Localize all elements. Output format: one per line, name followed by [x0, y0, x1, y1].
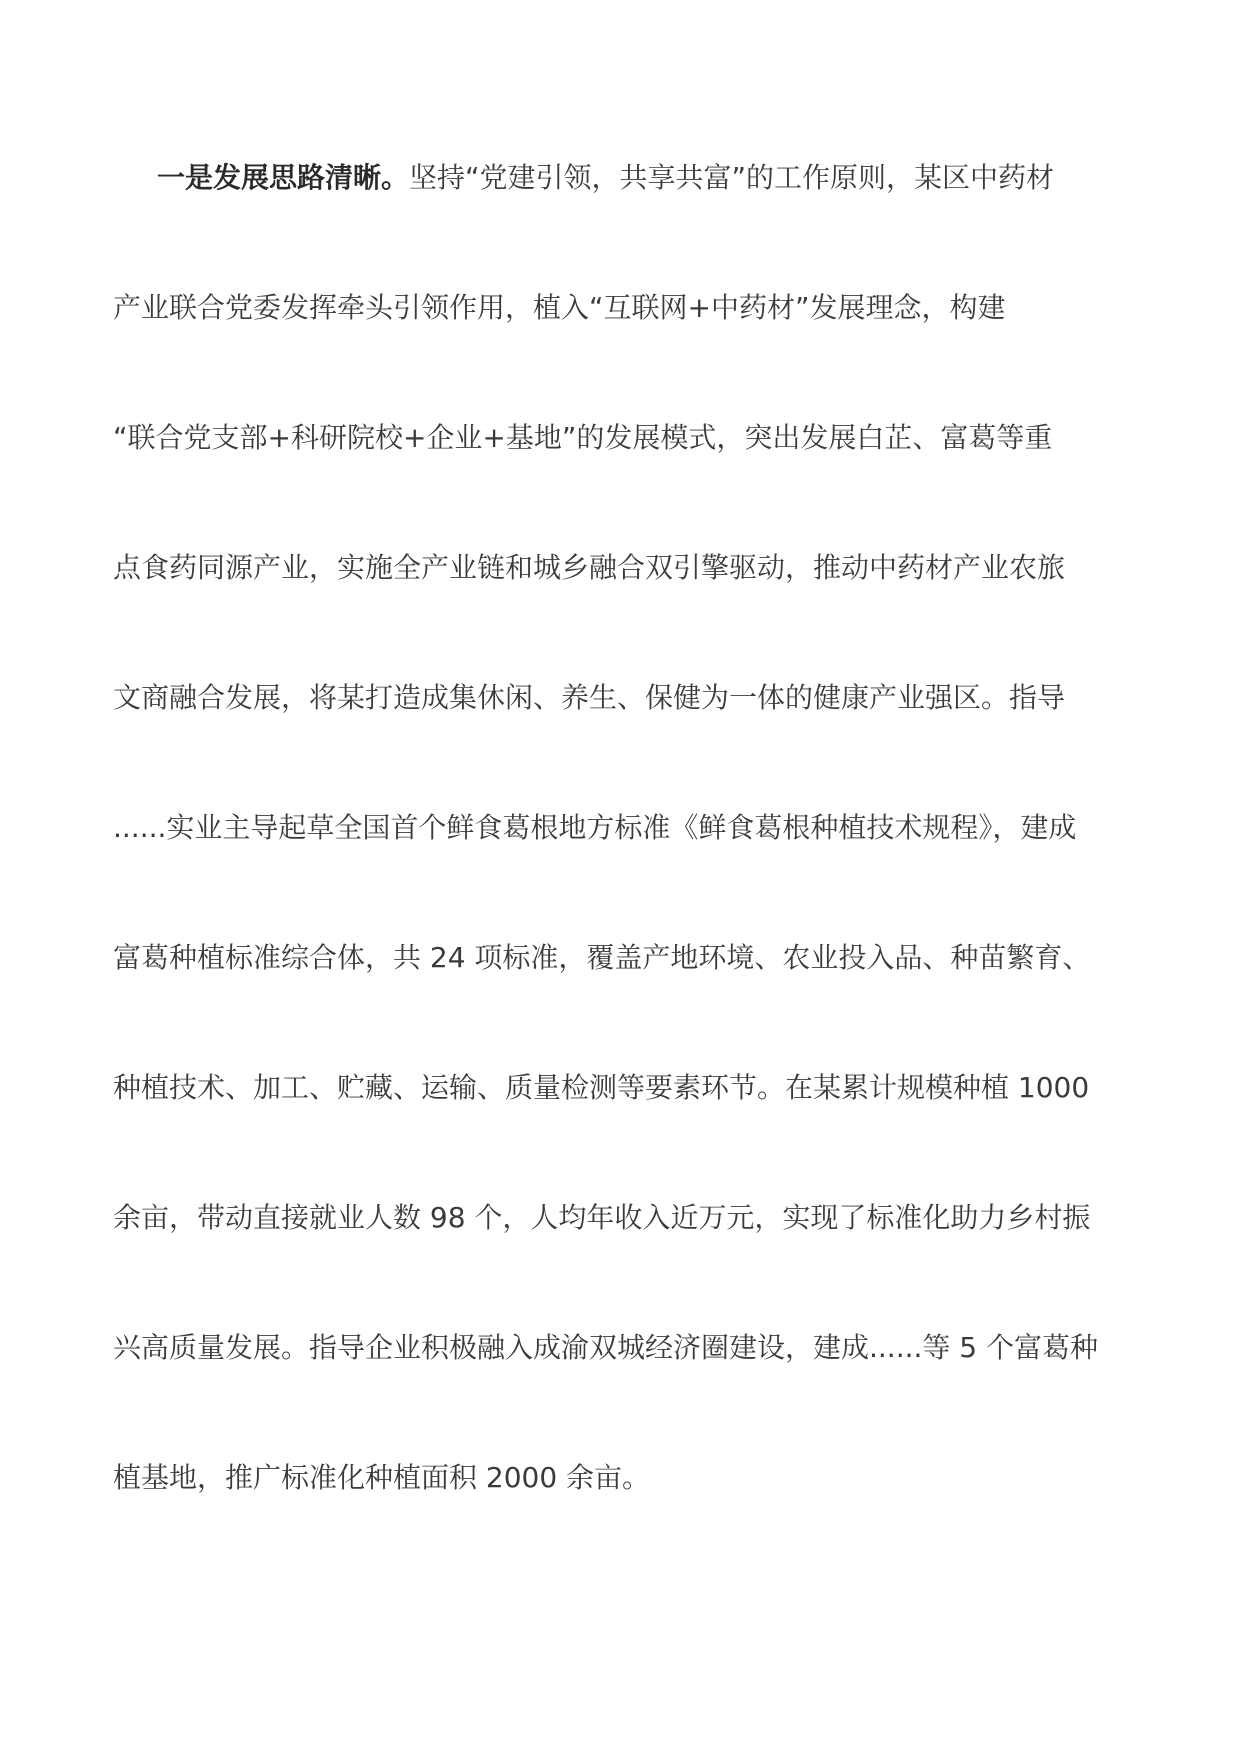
paragraph-line-6: ......实业主导起草全国首个鲜食葛根地方标准《鲜食葛根种植技术规程》，建成	[113, 811, 1077, 844]
paragraph-line-1	[113, 158, 1133, 288]
paragraph	[113, 158, 1133, 1588]
paragraph-line-10: 兴高质量发展。指导企业积极融入成渝双城经济圈建设，建成......等 5 个富葛种	[113, 1331, 1099, 1364]
paragraph-line-9: 余亩，带动直接就业人数 98 个，人均年收入近万元，实现了标准化助力乡村振	[113, 1201, 1091, 1234]
paragraph-line-4: 点食药同源产业，实施全产业链和城乡融合双引擎驱动，推动中药材产业农旅	[113, 551, 1066, 584]
paragraph-line-7: 富葛种植标准综合体，共 24 项标准，覆盖产地环境、农业投入品、种苗繁育、	[113, 941, 1091, 974]
paragraph-line-11: 植基地，推广标准化种植面积 2000 余亩。	[113, 1461, 651, 1494]
paragraph-lead-heading: 一是发展思路清晰。	[157, 161, 410, 194]
paragraph-line-5: 文商融合发展，将某打造成集休闲、养生、保健为一体的健康产业强区。指导	[113, 681, 1066, 714]
paragraph-line-8: 种植技术、加工、贮藏、运输、质量检测等要素环节。在某累计规模种植 1000	[113, 1071, 1090, 1104]
paragraph-line-2: 产业联合党委发挥牵头引领作用，植入“互联网+中药材”发展理念，构建	[113, 291, 1006, 324]
paragraph-line-3: “联合党支部+科研院校+企业+基地”的发展模式，突出发展白芷、富葛等重	[113, 421, 1053, 454]
paragraph-line-text: 坚持“党建引领，共享共富”的工作原则，某区中药材	[409, 161, 1055, 194]
